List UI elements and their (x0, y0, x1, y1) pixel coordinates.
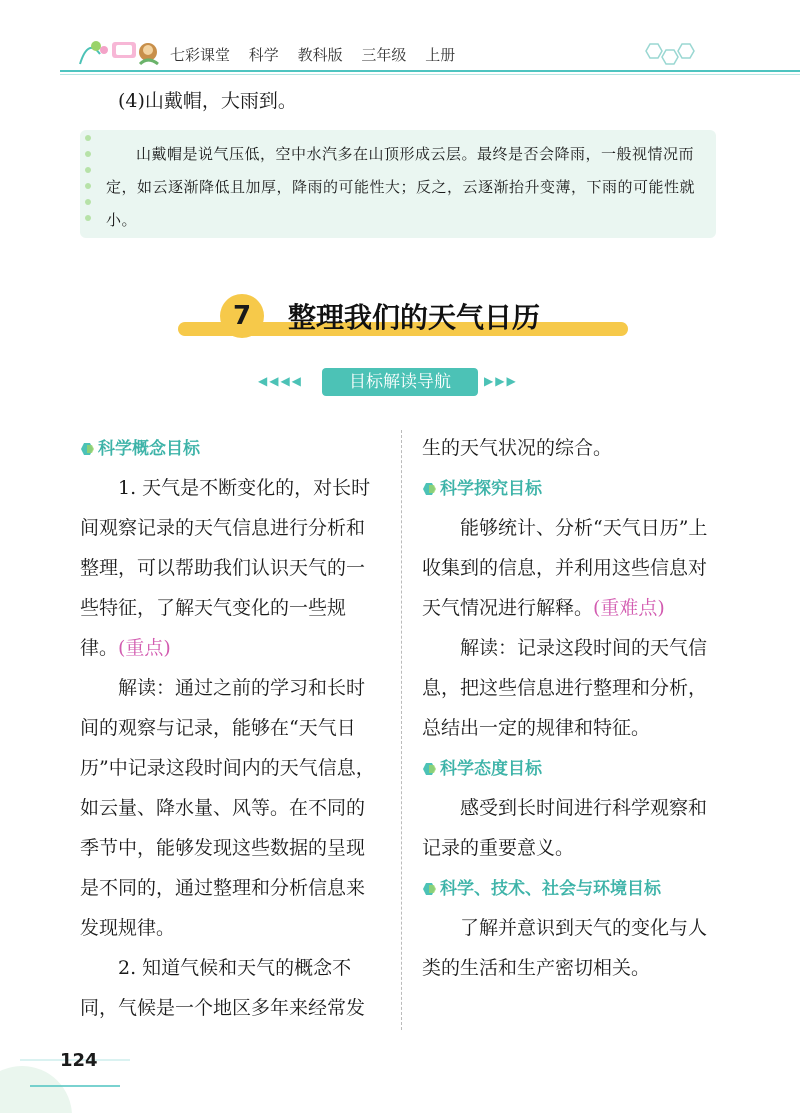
concept-goal-1: 1. 天气是不断变化的，对长时间观察记录的天气信息进行分析和整理，可以帮助我们认识天气的一些特征，了解天气变化的一些规律。(重点) (80, 477, 371, 659)
page-header (0, 0, 800, 80)
header-series: 七彩课堂 (170, 46, 231, 64)
left-column (80, 428, 380, 1028)
header-breadcrumb (170, 44, 469, 65)
hexagon-decoration-icon (640, 40, 710, 70)
section-heading: 科学、技术、社会与环境目标 (422, 874, 722, 904)
header-grade: 三年级 (361, 46, 407, 64)
header-volume: 上册 (425, 46, 456, 64)
inquiry-goal: 能够统计、分析“天气日历”上收集到的信息，并利用这些信息对天气情况进行解释。(重难点) (422, 517, 708, 619)
header-rule (60, 70, 800, 72)
interpretation-2: 解读：记录这段时间的天气信息，把这些信息进行整理和分析，总结出一定的规律和特征。 (422, 637, 708, 739)
hexagon-bullet-icon (422, 482, 436, 496)
hexagon-bullet-icon (80, 442, 94, 456)
hexagon-bullet-icon (422, 762, 436, 776)
book-logo-icon (78, 34, 168, 72)
page-number: 124 (60, 1050, 98, 1071)
section-heading: 科学概念目标 (80, 434, 380, 464)
note-dots-icon (82, 132, 94, 236)
key-difficult-tag: (重难点) (593, 597, 665, 619)
proverb-line: (4)山戴帽，大雨到。 (118, 90, 297, 112)
section-heading: 科学探究目标 (422, 474, 722, 504)
note-text: 山戴帽是说气压低，空中水汽多在山顶形成云层。最终是否会降雨，一般视情况而定，如云逐渐降低且加厚，降雨的可能性大；反之，云逐渐抬升变薄，下雨的可能性就小。 (106, 145, 696, 229)
attitude-goal: 感受到长时间进行科学观察和记录的重要意义。 (422, 797, 708, 859)
lesson-heading (170, 290, 630, 350)
column-divider (401, 430, 402, 1030)
header-subject: 科学 (248, 46, 279, 64)
concept-goal-2-cont: 生的天气状况的综合。 (422, 437, 613, 459)
header-rule-thin (60, 74, 800, 75)
interpretation-1: 解读：通过之前的学习和长时间的观察与记录，能够在“天气日历”中记录这段时间内的天气信息，如云量、降水量、风等。在不同的季节中，能够发现这些数据的呈现是不同的，通过整理和分析信息来发现规律。 (80, 677, 375, 939)
key-point-tag: (重点) (118, 637, 171, 659)
stse-goal: 了解并意识到天气的变化与人类的生活和生产密切相关。 (422, 917, 708, 979)
goals-nav-label: 目标解读导航 (322, 368, 478, 396)
lesson-title: 整理我们的天气日历 (288, 301, 541, 334)
arrows-left-icon: ◀◀◀◀ (258, 374, 303, 388)
concept-goal-2: 2. 知道气候和天气的概念不同，气候是一个地区多年来经常发 (80, 957, 366, 1019)
right-column (422, 428, 722, 988)
arrows-right-icon: ▶▶▶ (484, 374, 518, 388)
section-heading: 科学态度目标 (422, 754, 722, 784)
lesson-number: 7 (220, 294, 264, 338)
goals-nav-banner (250, 368, 550, 398)
hexagon-bullet-icon (422, 882, 436, 896)
header-edition: 教科版 (297, 46, 343, 64)
